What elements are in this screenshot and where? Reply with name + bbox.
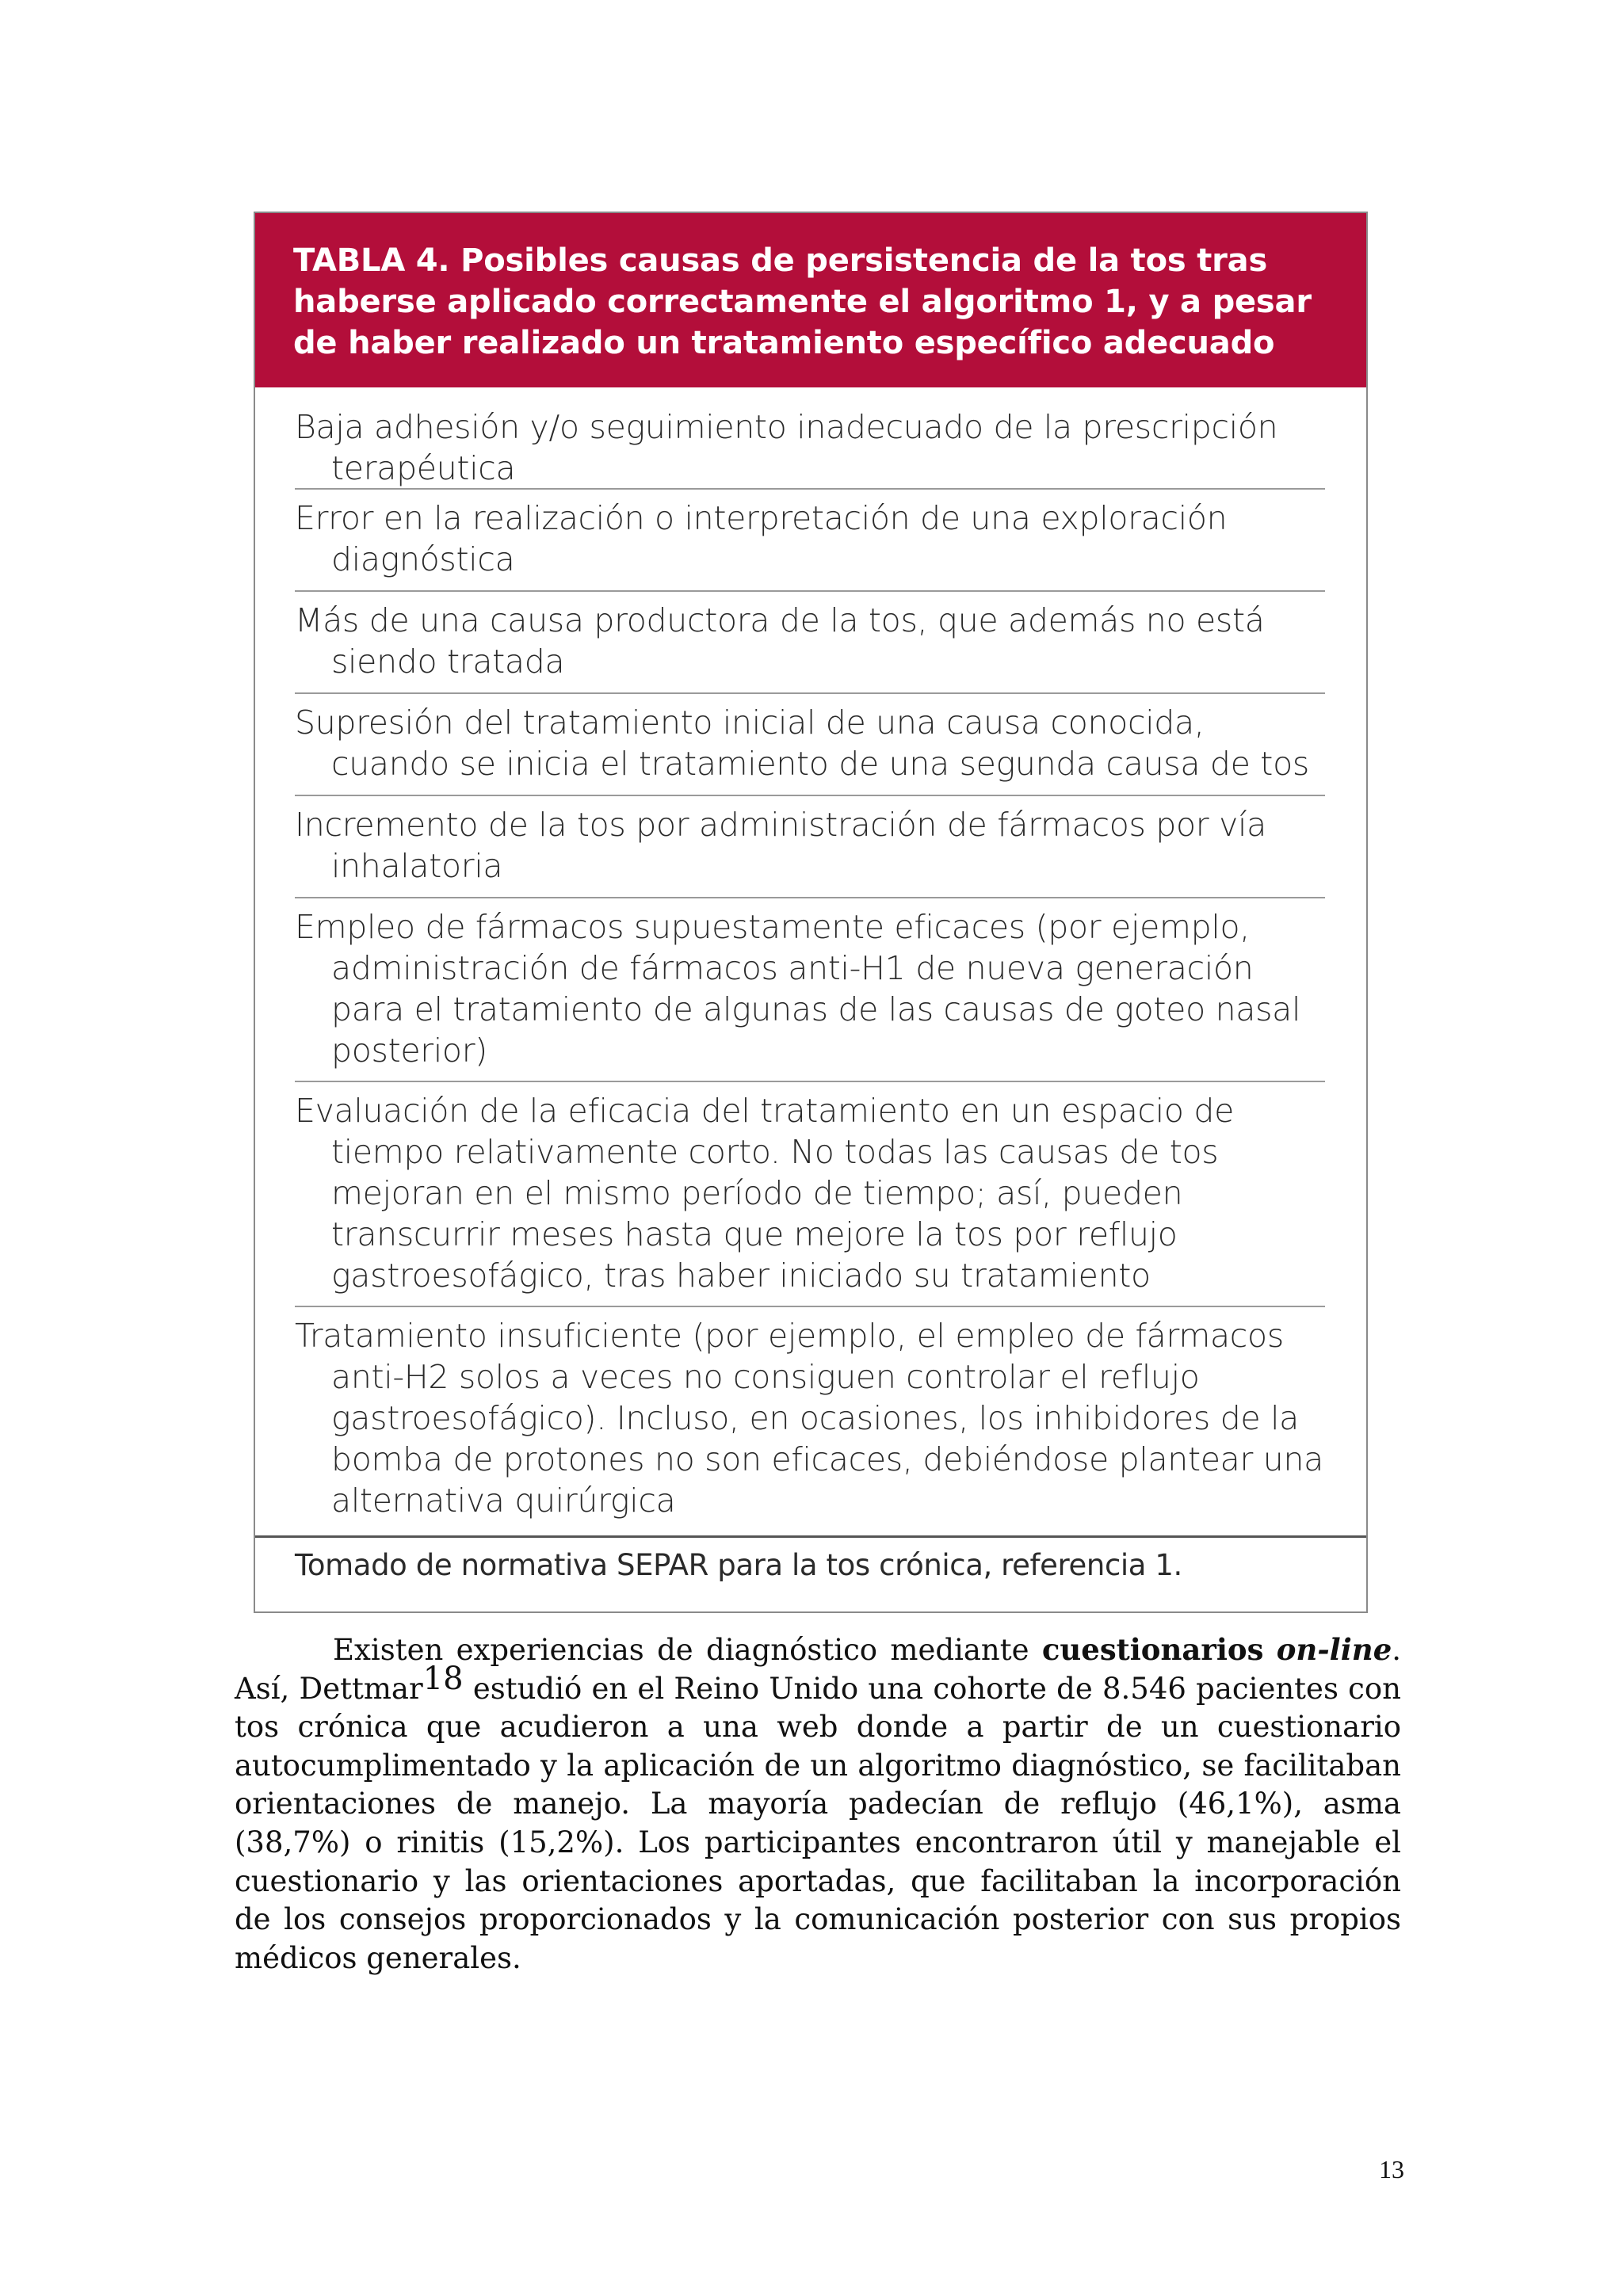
page-number: 13 <box>1379 2155 1404 2183</box>
paragraph-rest: estudió en el Reino Unido una cohorte de 8.546 pacientes con tos crónica que acudieron a una web donde a partir de un cuestionario autocumplimentado y la aplicación de un algoritmo diagnóstico, se facilitaban orientaciones de manejo. La mayoría padecían de reflujo (46,1%), asma (38,7%) o rinitis (15,2%). Los participantes encontraron útil y manejable el cuestionario y las orientaciones aportadas, que facilitaban la incorporación de los consejos proporcionados y la comunicación posterior con sus propios médicos generales. <box>235 1671 1401 1975</box>
table-row: Empleo de fármacos supuestamente eficaces (por ejemplo, administración de fármacos anti-H1 de nueva generación para el tratamiento de algunas de las causas de goteo nasal posterior) <box>295 898 1325 1082</box>
paragraph-author: . Así, Dettmar <box>235 1633 1402 1706</box>
bold-italic-term: on-line <box>1276 1632 1392 1667</box>
table-body <box>255 387 1366 1539</box>
bold-term: cuestionarios <box>1041 1632 1264 1667</box>
table-title: TABLA 4. Posibles causas de persistencia de la tos tras haberse aplicado correctamente el algoritmo 1, y a pesar de haber realizado un tratamiento específico adecuado <box>255 213 1366 387</box>
table-row: Tratamiento insuficiente (por ejemplo, el empleo de fármacos anti-H2 solos a veces no consiguen controlar el reflujo gastroesofágico). Incluso, en ocasiones, los inhibidores de la bomba de protones no son eficaces, debiéndose plantear una alternativa quirúrgica <box>295 1317 1323 1520</box>
table-row: Evaluación de la eficacia del tratamiento en un espacio de tiempo relativamente corto. No todas las causas de tos mejoran en el mismo período de tiempo; así, pueden transcurrir meses hasta que mejore la tos por reflujo gastroesofágico, tras haber iniciado su tratamiento <box>295 1082 1325 1307</box>
table-row: Incremento de la tos por administración de fármacos por vía inhalatoria <box>295 796 1325 898</box>
table-row: Error en la realización o interpretación de una exploración diagnóstica <box>295 490 1325 592</box>
table-4 <box>254 212 1368 1613</box>
table-row: Baja adhesión y/o seguimiento inadecuado de la prescripción terapéutica <box>295 387 1325 490</box>
body-paragraph <box>235 1630 1401 1978</box>
table-row: Supresión del tratamiento inicial de una causa conocida, cuando se inicia el tratamiento de una segunda causa de tos <box>295 694 1325 796</box>
citation-number: 18 <box>422 1660 464 1697</box>
table-row: Más de una causa productora de la tos, que además no está siendo tratada <box>295 592 1325 694</box>
paragraph-intro: Existen experiencias de diagnóstico mediante <box>333 1633 1029 1667</box>
table-footnote: Tomado de normativa SEPAR para la tos crónica, referencia 1. <box>255 1535 1366 1613</box>
